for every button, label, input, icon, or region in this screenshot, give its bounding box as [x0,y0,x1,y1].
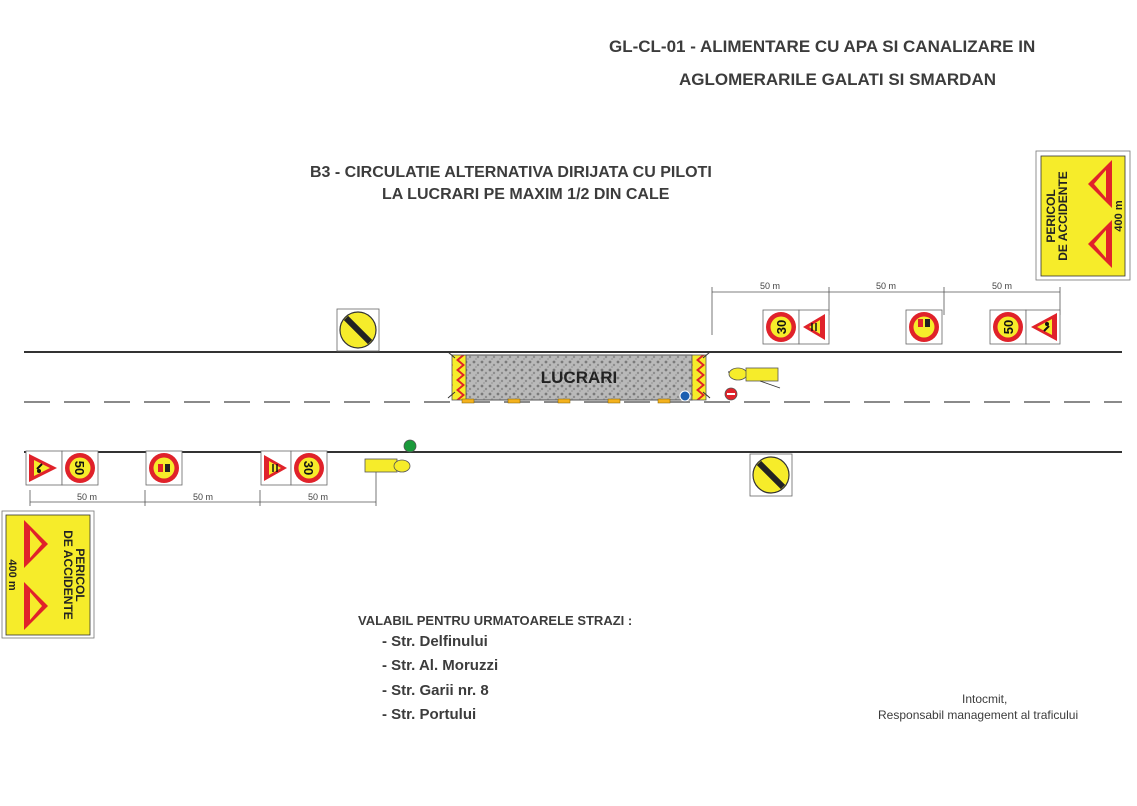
speed-limit-value: 50 [72,460,87,476]
speed-limit-value: 30 [301,460,316,476]
speed-limit-value: 30 [774,319,789,335]
document-title-line2: AGLOMERARILE GALATI SI SMARDAN [679,70,997,89]
roadworks-sign-icon [1026,310,1060,344]
road-narrows-sign-icon [261,451,291,485]
spacing-label: 50 m [307,492,329,502]
end-restrictions-sign-icon [337,309,379,351]
roadworks-sign-icon [26,451,62,485]
speed-limit-50-sign [62,451,98,485]
spacing-label: 50 m [76,492,98,502]
work-zone-label: LUCRARI [540,368,618,387]
spacing-label: 50 m [759,281,781,291]
signature-line1: Intocmit, [962,692,1008,706]
road-narrows-sign-icon [799,310,829,344]
scheme-title-line1: B3 - CIRCULATIE ALTERNATIVA DIRIJATA CU PILOTI [310,164,712,181]
spacing-label: 50 m [991,281,1013,291]
accident-danger-panel-bottom [2,511,94,638]
go-paddle-icon [404,440,416,452]
speed-limit-value: 50 [1001,319,1016,335]
panel-distance: 400 m [1113,200,1125,232]
street-item: - Str. Al. Moruzzi [382,657,499,674]
pilot-flagger-bottom-icon [363,440,416,472]
panel-text: PERICOL [1044,189,1058,243]
speed-limit-30-sign [291,451,327,485]
end-restrictions-sign-icon [750,454,792,496]
street-item: - Str. Portului [382,706,477,723]
keep-right-sign-icon [680,391,690,401]
accident-danger-panel-top [1036,151,1130,280]
scheme-title-line2: LA LUCRARI PE MAXIM 1/2 DIN CALE [382,186,670,203]
spacing-label: 50 m [875,281,897,291]
document-title-line1: GL-CL-01 - ALIMENTARE CU APA SI CANALIZARE IN [609,37,1036,56]
work-zone [448,352,710,403]
no-overtaking-sign-icon [146,451,182,485]
spacing-label: 50 m [192,492,214,502]
street-item: - Str. Delfinului [382,633,488,650]
pilot-flagger-top-icon [725,368,780,400]
speed-limit-50-sign [990,310,1026,344]
signature-line2: Responsabil management al traficului [878,708,1079,722]
no-overtaking-sign-icon [906,310,942,344]
panel-text: DE ACCIDENTE [1056,171,1070,261]
panel-distance: 400 m [6,559,18,591]
street-item: - Str. Garii nr. 8 [382,682,489,699]
panel-text: PERICOL [73,548,87,602]
panel-text: DE ACCIDENTE [61,530,75,620]
speed-limit-30-sign [763,310,799,344]
streets-header: VALABIL PENTRU URMATOARELE STRAZI : [358,613,633,628]
